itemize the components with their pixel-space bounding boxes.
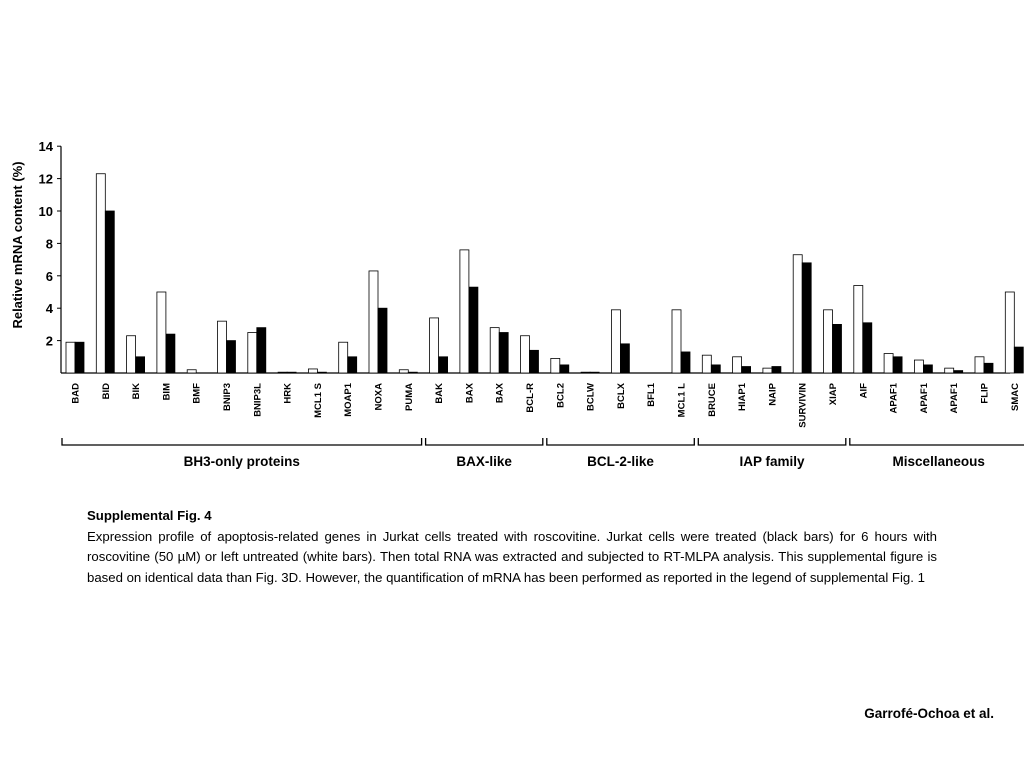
bar-treated: [469, 287, 478, 373]
x-tick-label: BRUCE: [706, 383, 718, 417]
bar-treated: [378, 308, 387, 373]
x-tick-label: BAX: [494, 383, 506, 404]
bar-treated: [287, 372, 296, 373]
bar-treated: [681, 352, 690, 373]
bar-untreated: [854, 286, 863, 373]
x-tick-label: BCL-R: [525, 383, 537, 413]
bar-treated: [711, 365, 720, 373]
x-tick-label: XIAP: [828, 383, 840, 406]
x-tick-label: FLIP: [979, 383, 991, 404]
bar-untreated: [430, 318, 439, 373]
bar-untreated: [248, 333, 257, 374]
x-tick-label: NOXA: [373, 383, 385, 411]
group-bracket: [547, 438, 695, 445]
bar-treated: [833, 324, 842, 373]
bar-treated: [408, 372, 417, 373]
bar-treated: [590, 372, 599, 373]
group-label: BCL-2-like: [587, 454, 654, 469]
y-tick-label: 2: [45, 333, 53, 349]
bar-treated: [499, 333, 508, 374]
bar-untreated: [793, 255, 802, 373]
bar-untreated: [490, 328, 499, 373]
bar-untreated: [339, 342, 348, 373]
caption-title: Supplemental Fig. 4: [87, 508, 212, 523]
group-label: IAP family: [739, 454, 805, 469]
x-tick-label: MCL1 S: [312, 383, 324, 418]
bar-untreated: [127, 336, 136, 373]
category-groups: [62, 438, 1024, 469]
y-tick-label: 12: [38, 171, 53, 187]
group-bracket: [850, 438, 1024, 445]
x-tick-label: BCLW: [585, 383, 597, 411]
bar-untreated: [218, 321, 227, 373]
bar-untreated: [157, 292, 166, 373]
author-credit: Garrofé-Ochoa et al.: [864, 706, 994, 721]
bar-untreated: [611, 310, 620, 373]
x-tick-label: SMAC: [1009, 383, 1021, 411]
y-tick-label: 4: [45, 301, 53, 317]
group-bracket: [426, 438, 543, 445]
group-label: BAX-like: [456, 454, 512, 469]
bar-treated: [257, 328, 266, 373]
y-tick-label: 8: [45, 236, 53, 252]
bar-treated: [348, 357, 357, 373]
y-tick-label: 10: [38, 204, 53, 219]
bar-untreated: [672, 310, 681, 373]
bar-untreated: [945, 368, 954, 373]
x-tick-label: APAF1: [918, 383, 930, 414]
bar-untreated: [975, 357, 984, 373]
bar-untreated: [824, 310, 833, 373]
x-tick-label: BNIP3: [222, 383, 234, 411]
bar-untreated: [733, 357, 742, 373]
x-tick-label: BIK: [131, 383, 143, 400]
bar-untreated: [369, 271, 378, 373]
x-tick-label: NAIP: [767, 383, 779, 406]
x-tick-label: BAX: [464, 383, 476, 404]
bar-untreated: [551, 358, 560, 373]
bar-untreated: [66, 342, 75, 373]
bar-untreated: [308, 369, 317, 373]
x-tick-label: BNIP3L: [252, 383, 264, 417]
bar-treated: [227, 341, 236, 373]
x-tick-label: MCL1 L: [676, 383, 688, 418]
x-tick-label: SURVIVIN: [797, 383, 809, 428]
bar-treated: [560, 365, 569, 373]
x-tick-label: APAF1: [888, 383, 900, 414]
x-tick-label: BIM: [161, 383, 173, 401]
bar-untreated: [460, 250, 469, 373]
bar-untreated: [914, 360, 923, 373]
x-tick-label: BCLX: [615, 383, 627, 409]
bar-treated: [954, 371, 963, 373]
bar-untreated: [884, 354, 893, 373]
bar-treated: [802, 263, 811, 373]
bar-treated: [439, 357, 448, 373]
x-tick-label: BAD: [70, 383, 82, 404]
bar-treated: [530, 350, 539, 373]
bar-treated: [136, 357, 145, 373]
x-tick-labels: [71, 382, 1021, 427]
chart-bars: [66, 174, 1023, 373]
bar-treated: [317, 372, 326, 373]
bar-untreated: [278, 372, 287, 373]
group-label: BH3-only proteins: [183, 454, 300, 469]
bar-treated: [772, 367, 781, 373]
bar-treated: [1014, 347, 1023, 373]
y-tick-label: 14: [38, 139, 53, 155]
bar-untreated: [399, 370, 408, 373]
bar-treated: [620, 344, 629, 373]
bar-treated: [923, 365, 932, 373]
figure-caption: [87, 506, 937, 588]
bar-treated: [75, 342, 84, 373]
bar-untreated: [763, 368, 772, 373]
x-tick-label: APAF1: [949, 383, 961, 414]
bar-treated: [166, 334, 175, 373]
x-tick-label: BCL2: [555, 383, 567, 408]
bar-treated: [893, 357, 902, 373]
x-tick-label: PUMA: [403, 383, 415, 411]
x-tick-label: HIAP1: [737, 383, 749, 411]
x-tick-label: MOAP1: [343, 383, 355, 417]
x-tick-label: AIF: [858, 383, 870, 399]
group-bracket: [62, 438, 422, 445]
y-axis-label: Relative mRNA content (%): [10, 161, 25, 329]
x-tick-label: BID: [100, 383, 112, 400]
group-bracket: [698, 438, 846, 445]
bar-treated: [742, 367, 751, 373]
group-label: Miscellaneous: [892, 454, 985, 469]
caption-body: Expression profile of apoptosis-related genes in Jurkat cells treated with roscovitine. Jurkat cells were treated (black bars) for 6 hours with roscovitine (50 µM) or left untreated (white bars). Then total RNA was extracted and subjected to RT-MLPA analysis. This supplemental figure is based on identical data than Fig. 3D. However, the quantification of mRNA has been performed as reported in the legend of supplemental Fig. 1: [87, 528, 937, 585]
bar-untreated: [96, 174, 105, 373]
bar-treated: [984, 363, 993, 373]
bar-untreated: [1005, 292, 1014, 373]
bar-untreated: [702, 355, 711, 373]
bar-untreated: [521, 336, 530, 373]
x-tick-label: BMF: [191, 383, 203, 404]
x-tick-label: BAK: [434, 383, 446, 404]
bar-treated: [105, 211, 114, 373]
y-tick-label: 6: [45, 268, 53, 284]
bar-untreated: [187, 370, 196, 373]
x-tick-label: BFL1: [646, 383, 658, 407]
bar-untreated: [581, 372, 590, 373]
bar-treated: [863, 323, 872, 373]
x-tick-label: HRK: [282, 383, 294, 404]
